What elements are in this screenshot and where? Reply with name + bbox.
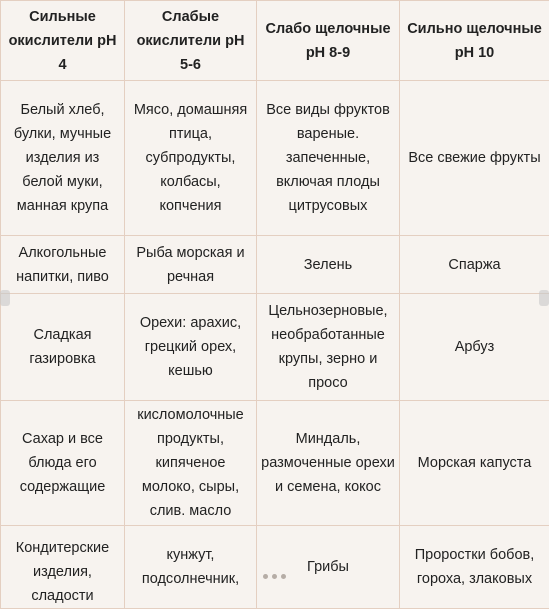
table-header-row — [1, 1, 549, 81]
table-cell: Мясо, домашняя птица, субпродукты, колбасы, копчения — [125, 81, 257, 236]
header-weak-oxidizers: Слабые окислители рН 5-6 — [125, 1, 257, 81]
table-row — [1, 81, 549, 236]
table-cell: Все виды фруктов вареные. запеченные, включая плоды цитрусовых — [257, 81, 400, 236]
table-cell: кисломолочные продукты, кипяченое молоко, сыры, слив. масло — [125, 401, 257, 526]
table-cell: Миндаль, размоченные орехи и семена, кокос — [257, 401, 400, 526]
table-row — [1, 526, 549, 609]
table-cell: Сахар и все блюда его содержащие — [1, 401, 125, 526]
table-cell: Грибы — [257, 526, 400, 609]
carousel-dot-icon[interactable] — [263, 574, 268, 579]
table-cell: Кондитерские изделия, сладости — [1, 526, 125, 609]
header-strong-alkaline: Сильно щелочные рН 10 — [400, 1, 549, 81]
table-cell: Проростки бобов, гороха, злаковых — [400, 526, 549, 609]
table-cell: Цельнозерновые, необработанные крупы, зерно и просо — [257, 294, 400, 401]
table-cell: Морская капуста — [400, 401, 549, 526]
prev-slide-arrow-icon[interactable] — [0, 290, 10, 306]
table-cell: Орехи: арахис, грецкий орех, кешью — [125, 294, 257, 401]
table-cell: Алкогольные напитки, пиво — [1, 236, 125, 294]
carousel-dot-icon[interactable] — [272, 574, 277, 579]
header-strong-oxidizers: Сильные окислители рН 4 — [1, 1, 125, 81]
table-row — [1, 294, 549, 401]
table-cell: Арбуз — [400, 294, 549, 401]
table-row — [1, 401, 549, 526]
table-cell: Рыба морская и речная — [125, 236, 257, 294]
table-cell: Все свежие фрукты — [400, 81, 549, 236]
table-cell: Белый хлеб, булки, мучные изделия из белой муки, манная крупа — [1, 81, 125, 236]
header-weak-alkaline: Слабо щелочные рН 8-9 — [257, 1, 400, 81]
table-cell: Спаржа — [400, 236, 549, 294]
carousel-dot-icon[interactable] — [281, 574, 286, 579]
table-cell: Сладкая газировка — [1, 294, 125, 401]
table-row — [1, 236, 549, 294]
table-cell: кунжут, подсолнечник, — [125, 526, 257, 609]
table-cell: Зелень — [257, 236, 400, 294]
next-slide-arrow-icon[interactable] — [539, 290, 549, 306]
